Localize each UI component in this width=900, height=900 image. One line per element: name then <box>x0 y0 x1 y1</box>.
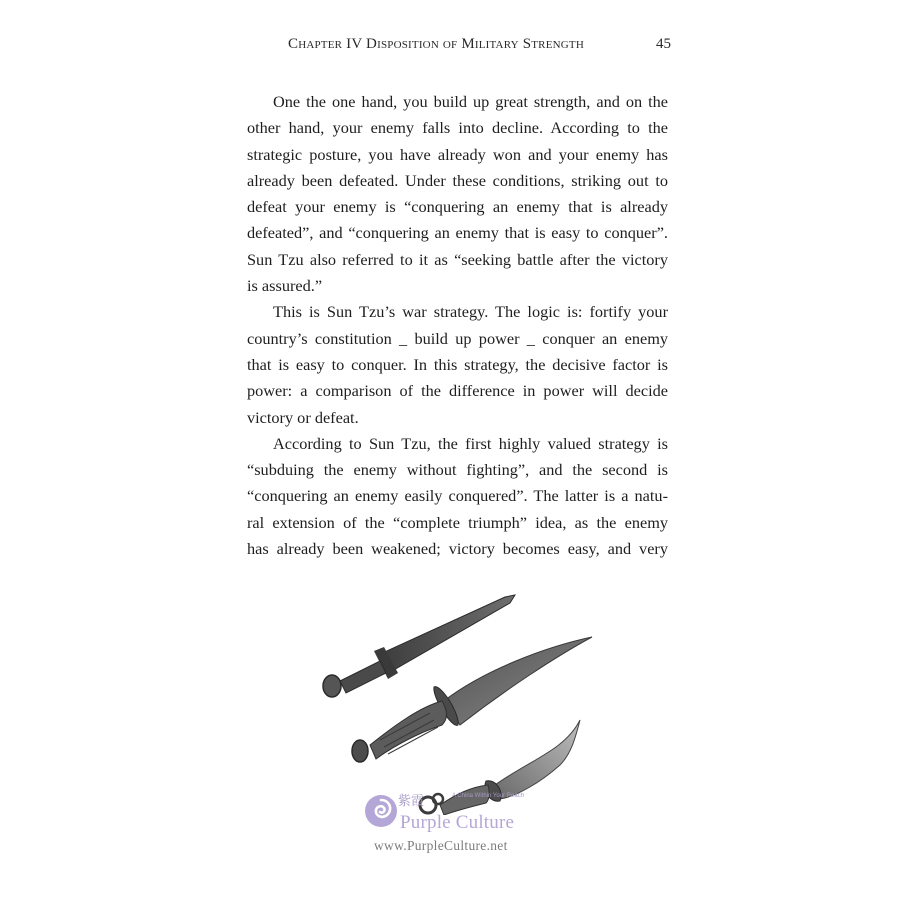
text-line: This is Sun Tzu’s war strategy. The logic is: fortify your <box>273 302 668 322</box>
text-line: defeated”, and “conquering an enemy that is easy to conquer”. <box>247 223 668 243</box>
watermark-brand: Purple Culture <box>400 812 515 833</box>
text-line: “conquering an enemy easily conquered”. The latter is a natu- <box>247 486 668 506</box>
text-line: power: a comparison of the difference in power will decide <box>247 381 668 401</box>
daggers-illustration <box>310 585 610 815</box>
page-number: 45 <box>656 36 671 52</box>
watermark-url: www.PurpleCulture.net <box>374 838 508 853</box>
chapter-title: Chapter IV Disposition of Military Strength <box>288 36 584 52</box>
text-line: According to Sun Tzu, the first highly valued strategy is <box>273 433 668 453</box>
body-text <box>247 89 668 562</box>
watermark-chinese: 紫霞 <box>398 794 425 809</box>
watermark-tagline: A China Within Your Reach <box>452 793 525 799</box>
text-line: already been defeated. Under these conditions, striking out to <box>247 170 668 190</box>
text-line: country’s constitution _ build up power _ conquer an enemy <box>247 328 668 348</box>
text-line: has already been weakened; victory becomes easy, and very <box>247 539 668 559</box>
text-line: victory or defeat. <box>247 407 359 427</box>
text-line: strategic posture, you have already won and your enemy has <box>247 144 668 164</box>
text-line: “subduing the enemy without fighting”, and the second is <box>247 460 668 480</box>
text-line: Sun Tzu also referred to it as “seeking battle after the victory <box>247 249 668 269</box>
text-line: that is easy to conquer. In this strategy, the decisive factor is <box>247 354 668 374</box>
text-line: defeat your enemy is “conquering an enemy that is already <box>247 197 668 217</box>
purple-culture-watermark <box>360 790 560 860</box>
spiral-logo-icon <box>364 794 398 828</box>
text-line: One the one hand, you build up great strength, and on the <box>273 92 668 111</box>
text-line: is assured.” <box>247 276 323 296</box>
text-line: other hand, your enemy falls into decline. According to the <box>247 118 668 138</box>
text-line: ral extension of the “complete triumph” idea, as the enemy <box>247 512 668 532</box>
